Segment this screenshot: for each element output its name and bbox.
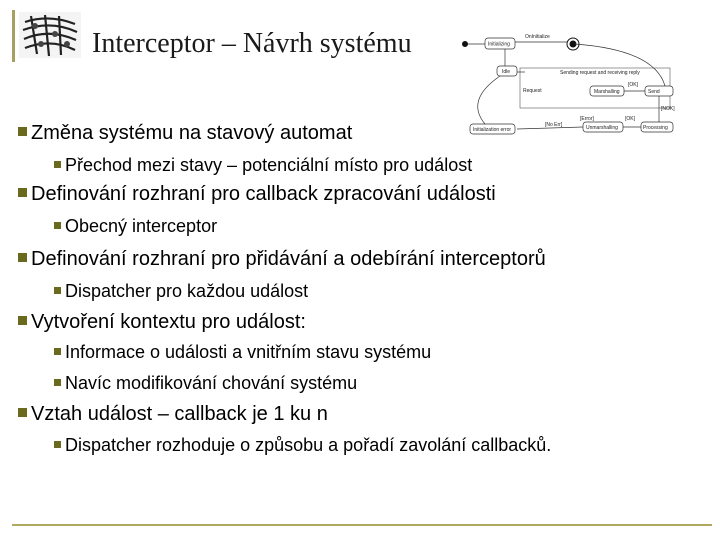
bullet-square-icon <box>54 441 61 448</box>
bullet-square-icon <box>54 287 61 294</box>
bullet-square-icon <box>18 188 27 197</box>
label-send: Send <box>648 89 660 95</box>
logo-graphic-icon <box>19 12 81 58</box>
bullet-item: Dispatcher rozhoduje o způsobu a pořadí zavolání callbacků. <box>54 435 551 456</box>
state-marshalling-label: Marshalling <box>594 89 620 95</box>
label-state: Request <box>523 88 542 94</box>
bullet-square-icon <box>18 408 27 417</box>
bullet-item: Definování rozhraní pro přidávání a odebírání interceptorů <box>18 248 546 271</box>
composite-label: Sending request and receiving reply <box>560 70 640 76</box>
state-init-error-label: Initialization error <box>473 127 512 133</box>
bullet-square-icon <box>18 316 27 325</box>
bullet-item: Vztah událost – callback je 1 ku n <box>18 403 328 426</box>
bullet-square-icon <box>18 253 27 262</box>
state-diagram <box>455 30 680 145</box>
label-error: [Error] <box>580 116 594 122</box>
start-dot-icon <box>462 41 468 47</box>
label-on-initialize: OnInitialize <box>525 34 550 40</box>
state-idle-label: Idle <box>502 69 511 75</box>
bullet-item: Informace o události a vnitřním stavu systému <box>54 342 431 363</box>
bullet-square-icon <box>54 161 61 168</box>
label-nok: [NOK] <box>661 106 675 112</box>
label-ok-1: [OK] <box>628 82 639 88</box>
bullet-item: Vytvoření kontextu pro událost: <box>18 311 306 334</box>
state-unmarshalling-label: Unmarshalling <box>586 125 618 131</box>
bullet-item: Navíc modifikování chování systému <box>54 373 357 394</box>
bullet-item: Přechod mezi stavy – potenciální místo pro událost <box>54 155 472 176</box>
bullet-square-icon <box>54 379 61 386</box>
bullet-item: Obecný interceptor <box>54 216 217 237</box>
state-initializing-label: Initializing <box>488 41 510 48</box>
label-ok-2: [OK] <box>625 116 636 122</box>
bullet-square-icon <box>54 222 61 229</box>
logo <box>12 10 82 62</box>
slide-title: Interceptor – Návrh systému <box>92 28 412 59</box>
bullet-item: Dispatcher pro každou událost <box>54 281 308 302</box>
bullet-square-icon <box>18 127 27 136</box>
label-no-err: [No Err] <box>545 122 563 128</box>
footer-divider <box>12 524 712 526</box>
bullet-square-icon <box>54 348 61 355</box>
bullet-item: Definování rozhraní pro callback zpracování události <box>18 183 496 206</box>
bullet-item: Změna systému na stavový automat <box>18 122 352 145</box>
state-processing-label: Processing <box>643 125 668 131</box>
